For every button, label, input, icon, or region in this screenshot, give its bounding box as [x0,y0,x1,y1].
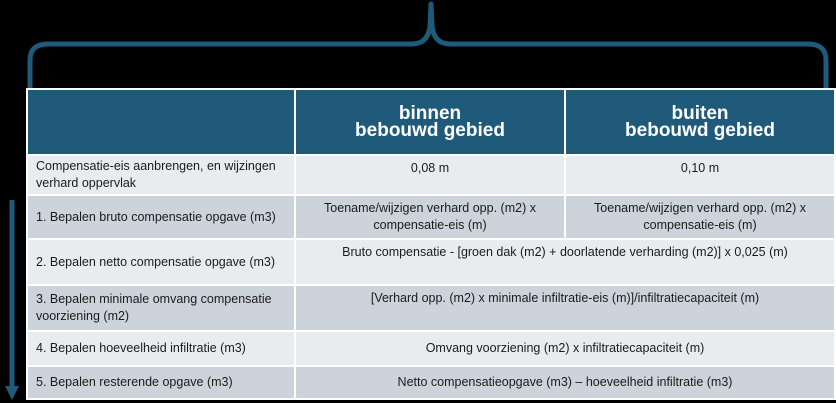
table-row [27,285,835,331]
header-row [27,89,835,155]
compensation-table [26,88,836,400]
down-arrow-icon [0,0,26,403]
header-buiten-line2: bebouwd gebied [625,120,775,141]
row-label: 3. Bepalen minimale omvang compensatie voorziening (m2) [27,285,295,331]
row-label: 5. Bepalen resterende opgave (m3) [27,366,295,399]
curly-brace-icon [0,0,836,92]
table-row [27,195,835,239]
table-row [27,239,835,285]
header-binnen [295,89,565,155]
table-row [27,155,835,195]
row-label: Compensatie-eis aanbrengen, en wijzingen verhard oppervlak [27,155,295,195]
table-row [27,331,835,366]
header-buiten-line1: buiten [671,103,729,124]
row-value-merged: Omvang voorziening (m2) x infiltratiecapaciteit (m) [295,331,835,366]
row-value-binnen: Toename/wijzigen verhard opp. (m2) x compensatie-eis (m) [295,195,565,239]
row-label: 1. Bepalen bruto compensatie opgave (m3) [27,195,295,239]
header-buiten [565,89,835,155]
row-value-merged: [Verhard opp. (m2) x minimale infiltratie-eis (m)]/infiltratiecapaciteit (m) [295,285,835,331]
row-label: 2. Bepalen netto compensatie opgave (m3) [27,239,295,285]
header-empty-cell [27,89,295,155]
table-row [27,366,835,399]
header-binnen-line1: binnen [398,103,462,124]
row-label: 4. Bepalen hoeveelheid infiltratie (m3) [27,331,295,366]
row-value-binnen: 0,08 m [295,155,565,195]
row-value-buiten: Toename/wijzigen verhard opp. (m2) x compensatie-eis (m) [565,195,835,239]
row-value-merged: Netto compensatieopgave (m3) – hoeveelheid infiltratie (m3) [295,366,835,399]
row-value-buiten: 0,10 m [565,155,835,195]
row-value-merged: Bruto compensatie - [groen dak (m2) + doorlatende verharding (m2)] x 0,025 (m) [295,239,835,285]
header-binnen-line2: bebouwd gebied [355,120,505,141]
